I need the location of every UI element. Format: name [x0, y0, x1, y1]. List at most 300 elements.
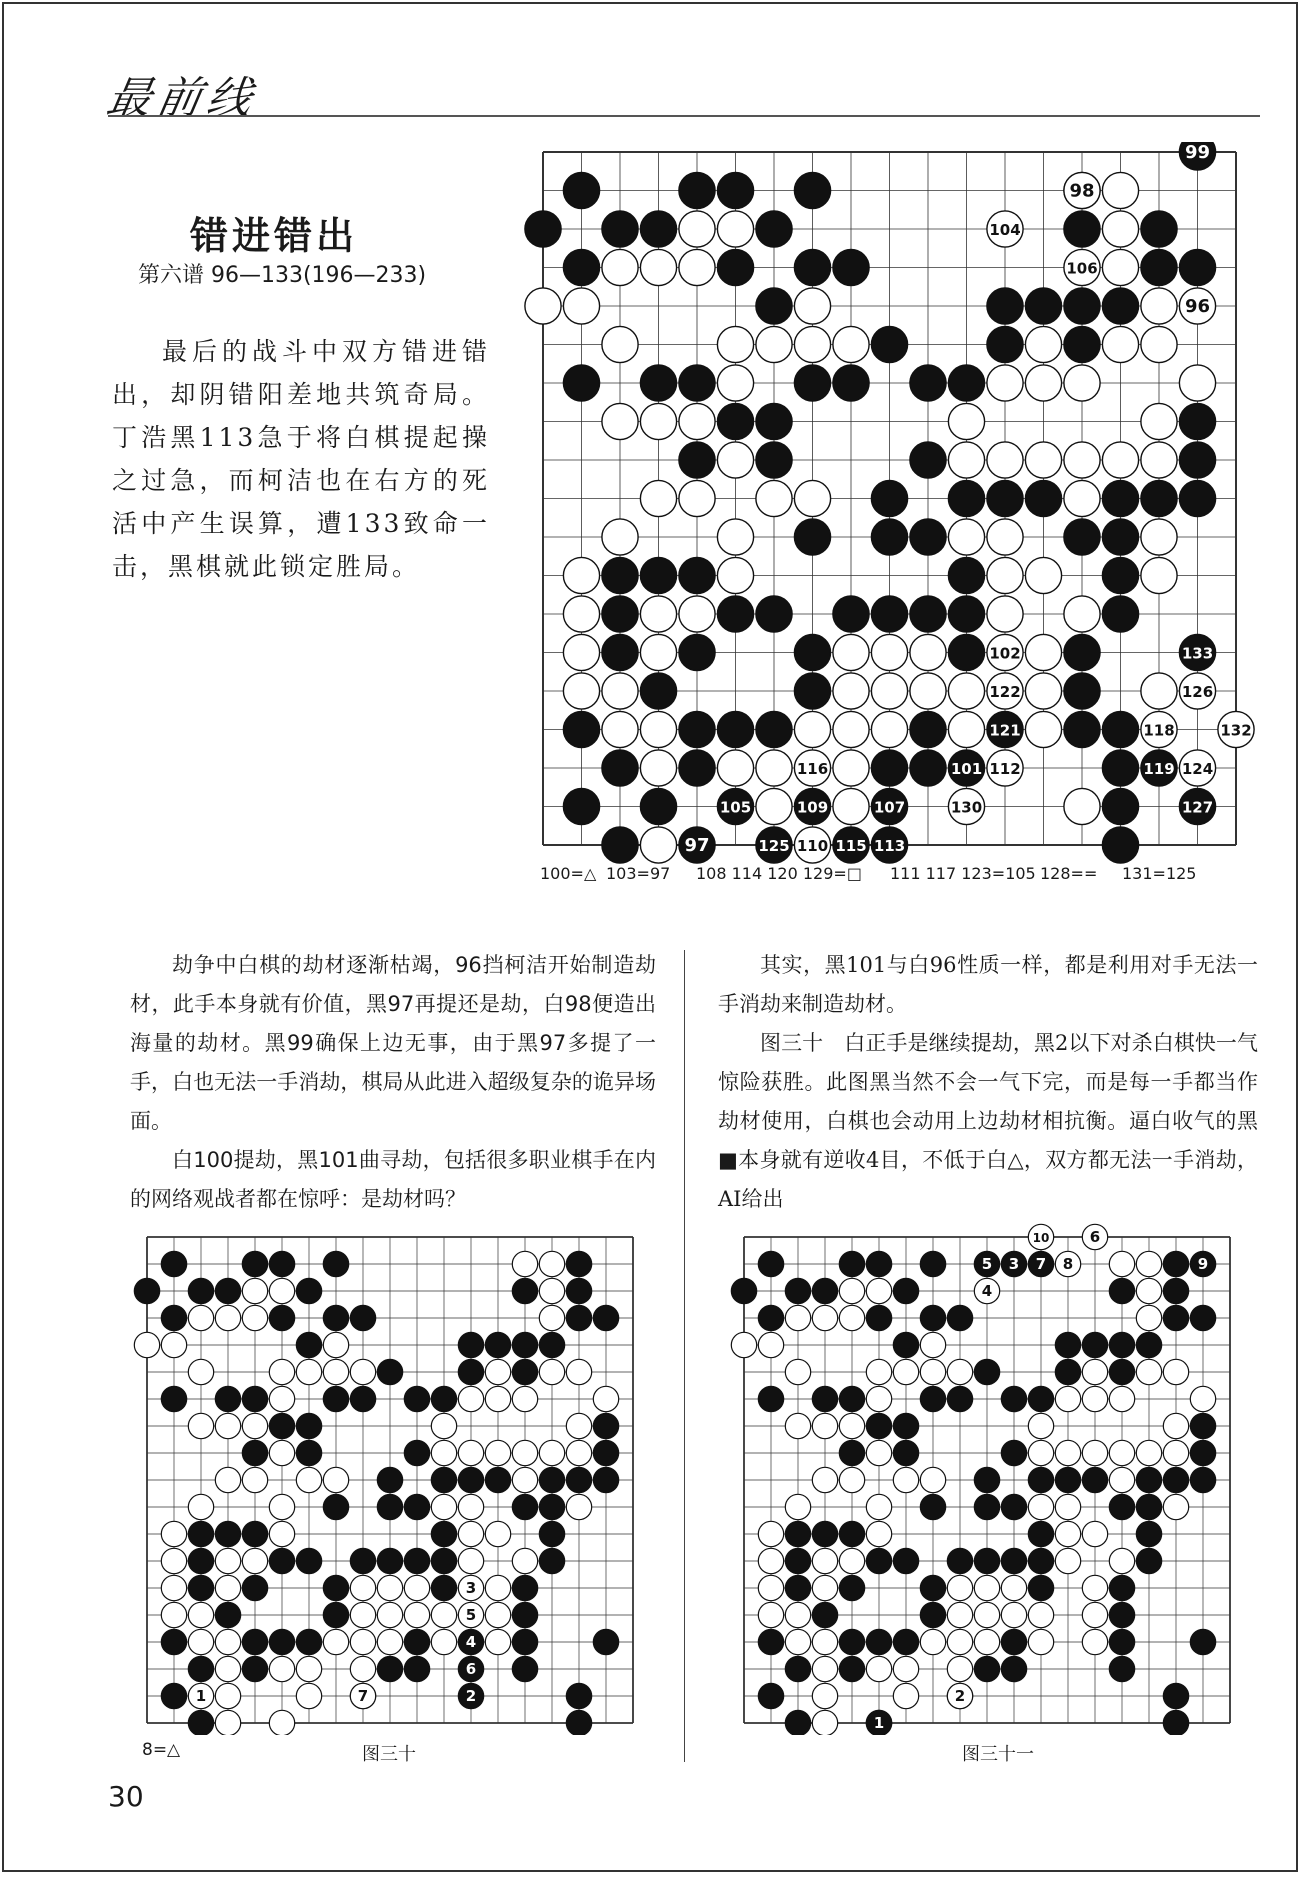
black-stone [602, 596, 638, 632]
white-stone [717, 442, 753, 478]
move-number: 3 [1008, 1255, 1020, 1273]
black-stone [1082, 1332, 1107, 1357]
black-stone [296, 1413, 321, 1438]
white-stone [485, 1440, 510, 1465]
white-stone [1064, 596, 1100, 632]
white-stone [1082, 1359, 1107, 1384]
white-stone [717, 519, 753, 555]
white-stone [1025, 673, 1061, 709]
white-stone [539, 1251, 564, 1276]
black-stone [296, 1278, 321, 1303]
black-stone [1109, 1575, 1134, 1600]
black-stone [323, 1386, 348, 1411]
black-stone [323, 1251, 348, 1276]
white-stone [566, 1413, 591, 1438]
white-stone [350, 1602, 375, 1627]
black-stone [1141, 480, 1177, 516]
white-stone [377, 1602, 402, 1627]
white-stone [974, 1575, 999, 1600]
move-number: 101 [950, 760, 983, 778]
white-stone [1055, 1440, 1080, 1465]
black-stone [1082, 1467, 1107, 1492]
white-stone [269, 1386, 294, 1411]
white-stone [1109, 1251, 1134, 1276]
black-stone [679, 172, 715, 208]
white-stone [987, 596, 1023, 632]
black-stone [242, 1629, 267, 1654]
black-stone [974, 1656, 999, 1681]
black-stone [602, 634, 638, 670]
black-stone [833, 365, 869, 401]
black-stone [602, 211, 638, 247]
white-stone [1082, 1629, 1107, 1654]
white-stone [323, 1359, 348, 1384]
figure31-board [722, 1215, 1242, 1735]
white-stone [1028, 1413, 1053, 1438]
black-stone [1028, 1467, 1053, 1492]
black-stone [910, 711, 946, 747]
white-stone [812, 1467, 837, 1492]
black-stone [1163, 1251, 1188, 1276]
black-stone [1109, 1602, 1134, 1627]
move-number: 97 [684, 835, 710, 856]
white-stone [948, 673, 984, 709]
white-stone [833, 326, 869, 362]
black-stone [839, 1521, 864, 1546]
black-stone [1102, 750, 1138, 786]
black-stone [1179, 480, 1215, 516]
black-stone [717, 249, 753, 285]
white-stone [871, 634, 907, 670]
black-stone [1001, 1656, 1026, 1681]
black-stone [758, 1305, 783, 1330]
black-stone [910, 519, 946, 555]
white-stone [215, 1683, 240, 1708]
black-stone [242, 1386, 267, 1411]
move-number: 1 [873, 1714, 885, 1732]
white-stone [866, 1386, 891, 1411]
black-stone [188, 1575, 213, 1600]
black-stone [794, 634, 830, 670]
black-stone [910, 442, 946, 478]
black-stone [512, 1494, 537, 1519]
black-stone [785, 1548, 810, 1573]
black-stone [920, 1494, 945, 1519]
black-stone [188, 1548, 213, 1573]
white-stone [296, 1683, 321, 1708]
black-stone [296, 1332, 321, 1357]
black-stone [458, 1359, 483, 1384]
white-stone [296, 1656, 321, 1681]
black-stone [785, 1278, 810, 1303]
black-stone [1102, 711, 1138, 747]
white-stone [1064, 442, 1100, 478]
black-stone [871, 326, 907, 362]
black-stone [974, 1494, 999, 1519]
black-stone [794, 673, 830, 709]
main-board-stones [525, 172, 1216, 863]
black-stone [566, 1278, 591, 1303]
move-number: 8 [1062, 1255, 1074, 1273]
white-stone [215, 1548, 240, 1573]
white-stone [640, 750, 676, 786]
figure30-board [125, 1215, 645, 1735]
white-stone [1025, 442, 1061, 478]
white-stone [1028, 1602, 1053, 1627]
white-stone [987, 557, 1023, 593]
black-stone [1163, 1683, 1188, 1708]
white-stone [323, 1467, 348, 1492]
white-stone [1082, 1602, 1107, 1627]
black-stone [893, 1629, 918, 1654]
black-stone [866, 1305, 891, 1330]
white-stone [485, 1575, 510, 1600]
white-stone [485, 1521, 510, 1546]
black-stone [512, 1278, 537, 1303]
white-stone [987, 442, 1023, 478]
black-stone [974, 1359, 999, 1384]
black-stone [794, 172, 830, 208]
white-stone [812, 1305, 837, 1330]
black-stone [563, 365, 599, 401]
white-stone [948, 519, 984, 555]
black-stone [920, 1251, 945, 1276]
black-stone [404, 1494, 429, 1519]
move-number: 4 [981, 1282, 993, 1300]
white-stone [242, 1305, 267, 1330]
white-stone [1055, 1521, 1080, 1546]
white-stone [431, 1413, 456, 1438]
black-stone [717, 172, 753, 208]
black-stone [161, 1629, 186, 1654]
black-stone [893, 1413, 918, 1438]
black-stone [839, 1575, 864, 1600]
white-stone [525, 288, 561, 324]
white-stone [756, 326, 792, 362]
intro-paragraph: 最后的战斗中双方错进错出，却阴错阳差地共筑奇局。丁浩黑113急于将白棋提起操之过急，而柯洁也在右方的死活中产生误算，遭133致命一击，黑棋就此锁定胜局。 [112, 337, 490, 581]
white-stone [431, 1629, 456, 1654]
move-number: 126 [1181, 683, 1214, 701]
white-stone [785, 1629, 810, 1654]
black-stone [1190, 1467, 1215, 1492]
white-stone [404, 1575, 429, 1600]
black-stone [602, 827, 638, 863]
black-stone [839, 1386, 864, 1411]
black-stone [431, 1548, 456, 1573]
move-number: 107 [873, 798, 906, 817]
white-stone [242, 1413, 267, 1438]
white-stone [839, 1305, 864, 1330]
black-stone [758, 1386, 783, 1411]
white-stone [785, 1494, 810, 1519]
black-stone [871, 519, 907, 555]
white-stone [974, 1629, 999, 1654]
move-number: 99 [1184, 142, 1211, 163]
black-stone [1028, 1521, 1053, 1546]
white-stone [563, 673, 599, 709]
black-stone [640, 673, 676, 709]
black-stone [920, 1386, 945, 1411]
white-stone [539, 1305, 564, 1330]
white-stone [431, 1494, 456, 1519]
black-stone [640, 788, 676, 824]
move-number: 130 [950, 798, 983, 817]
white-stone [679, 596, 715, 632]
move-number: 7 [1035, 1255, 1047, 1273]
black-stone [1028, 1575, 1053, 1600]
white-stone [756, 750, 792, 786]
white-stone [794, 480, 830, 516]
black-stone [947, 1548, 972, 1573]
white-stone [758, 1575, 783, 1600]
black-stone [947, 1305, 972, 1330]
white-stone [812, 1575, 837, 1600]
white-stone [1141, 673, 1177, 709]
white-stone [910, 673, 946, 709]
black-stone [1136, 1548, 1161, 1573]
white-stone [758, 1548, 783, 1573]
white-stone [947, 1656, 972, 1681]
white-stone [1141, 326, 1177, 362]
white-stone [215, 1575, 240, 1600]
white-stone [539, 1359, 564, 1384]
black-stone [188, 1521, 213, 1546]
figure31-caption: 图三十一 [962, 1744, 1034, 1765]
white-stone [1109, 1548, 1134, 1573]
black-stone [948, 634, 984, 670]
white-stone [512, 1251, 537, 1276]
black-stone [242, 1521, 267, 1546]
black-stone [839, 1629, 864, 1654]
black-stone [1102, 596, 1138, 632]
white-stone [1102, 442, 1138, 478]
white-stone [1082, 1386, 1107, 1411]
white-stone [758, 1332, 783, 1357]
white-stone [679, 249, 715, 285]
move-number: 124 [1181, 760, 1214, 778]
white-stone [593, 1386, 618, 1411]
white-stone [1028, 1494, 1053, 1519]
white-stone [866, 1656, 891, 1681]
black-stone [1163, 1305, 1188, 1330]
black-stone [431, 1521, 456, 1546]
move-number: 112 [989, 760, 1021, 778]
black-stone [404, 1386, 429, 1411]
body-right-paragraph-2: 图三十 白正手是继续提劫，黑2以下对杀白棋快一气惊险获胜。此图黑当然不会一气下完，而是每一手都当作劫材使用，白棋也会动用上边劫材相抗衡。逼白收气的黑■本身就有逆收4目，不低于白△，双方都无法一手消劫，AI给出 [718, 1031, 1258, 1211]
black-stone [974, 1467, 999, 1492]
move-number: 5 [981, 1255, 993, 1273]
black-stone [756, 711, 792, 747]
black-stone [1055, 1359, 1080, 1384]
body-left-paragraph-1: 劫争中白棋的劫材逐渐枯竭，96挡柯洁开始制造劫材，此手本身就有价值，黑97再提还是劫，白98便造出海量的劫材。黑99确保上边无事，由于黑97多提了一手，白也无法一手消劫，棋局从此进入超级复杂的诡异场面。 [130, 953, 656, 1133]
black-stone [1136, 1521, 1161, 1546]
move-number: 2 [465, 1687, 477, 1705]
black-stone [512, 1575, 537, 1600]
black-stone [948, 557, 984, 593]
white-stone [812, 1656, 837, 1681]
white-stone [1001, 1602, 1026, 1627]
black-stone [717, 596, 753, 632]
white-stone [215, 1710, 240, 1735]
move-number: 125 [758, 837, 790, 855]
black-stone [640, 365, 676, 401]
black-stone [539, 1494, 564, 1519]
white-stone [785, 1359, 810, 1384]
white-stone [866, 1278, 891, 1303]
white-stone [269, 1440, 294, 1465]
white-stone [893, 1467, 918, 1492]
black-stone [1055, 1332, 1080, 1357]
white-stone [485, 1386, 510, 1411]
black-stone [948, 365, 984, 401]
black-stone [785, 1521, 810, 1546]
white-stone [1082, 1440, 1107, 1465]
white-stone [1190, 1386, 1215, 1411]
move-number: 1 [195, 1687, 207, 1705]
move-number: 9 [1197, 1255, 1209, 1273]
white-stone [833, 788, 869, 824]
move-number: 104 [989, 221, 1021, 239]
white-stone [161, 1332, 186, 1357]
black-stone [563, 788, 599, 824]
black-stone [785, 1656, 810, 1681]
black-stone [431, 1467, 456, 1492]
white-stone [1141, 403, 1177, 439]
black-stone [512, 1359, 537, 1384]
white-stone [566, 1440, 591, 1465]
white-stone [717, 211, 753, 247]
white-stone [215, 1305, 240, 1330]
move-number: 7 [357, 1687, 369, 1705]
black-stone [679, 557, 715, 593]
black-stone [1163, 1278, 1188, 1303]
white-stone [756, 480, 792, 516]
black-stone [485, 1332, 510, 1357]
black-stone [758, 1251, 783, 1276]
white-stone [866, 1359, 891, 1384]
white-stone [893, 1683, 918, 1708]
black-stone [679, 365, 715, 401]
white-stone [1136, 1305, 1161, 1330]
white-stone [161, 1602, 186, 1627]
white-stone [947, 1359, 972, 1384]
move-number: 98 [1069, 180, 1095, 202]
white-stone [812, 1629, 837, 1654]
black-stone [269, 1629, 294, 1654]
page-number: 30 [108, 1780, 144, 1813]
white-stone [1163, 1494, 1188, 1519]
move-number: 132 [1220, 721, 1252, 740]
black-stone [756, 211, 792, 247]
white-stone [1001, 1575, 1026, 1600]
white-stone [563, 557, 599, 593]
white-stone [920, 1629, 945, 1654]
black-stone [1136, 1332, 1161, 1357]
white-stone [563, 634, 599, 670]
black-stone [731, 1278, 756, 1303]
equivalence-note: 100=△ [540, 864, 597, 883]
black-stone [785, 1710, 810, 1735]
black-stone [893, 1332, 918, 1357]
black-stone [1190, 1305, 1215, 1330]
article-subtitle: 第六谱 96—133(196—233) [138, 263, 427, 288]
white-stone [431, 1440, 456, 1465]
black-stone [485, 1467, 510, 1492]
white-stone [215, 1467, 240, 1492]
black-stone [812, 1278, 837, 1303]
white-stone [350, 1629, 375, 1654]
black-stone [987, 288, 1023, 324]
white-stone [640, 711, 676, 747]
black-stone [1001, 1494, 1026, 1519]
white-stone [640, 480, 676, 516]
black-stone [1102, 788, 1138, 824]
white-stone [758, 1521, 783, 1546]
white-stone [566, 1359, 591, 1384]
white-stone [839, 1467, 864, 1492]
black-stone [593, 1305, 618, 1330]
white-stone [161, 1548, 186, 1573]
white-stone [1141, 288, 1177, 324]
black-stone [350, 1386, 375, 1411]
white-stone [839, 1413, 864, 1438]
white-stone [602, 249, 638, 285]
white-stone [640, 827, 676, 863]
black-stone [242, 1440, 267, 1465]
black-stone [215, 1602, 240, 1627]
white-stone [947, 1575, 972, 1600]
black-stone [756, 288, 792, 324]
black-stone [1025, 288, 1061, 324]
white-stone [871, 711, 907, 747]
black-stone [812, 1386, 837, 1411]
white-stone [893, 1359, 918, 1384]
black-stone [602, 557, 638, 593]
white-stone [717, 750, 753, 786]
white-stone [640, 634, 676, 670]
move-number: 133 [1181, 644, 1214, 663]
white-stone [134, 1332, 159, 1357]
move-number: 96 [1184, 296, 1211, 317]
white-stone [188, 1413, 213, 1438]
black-stone [839, 1656, 864, 1681]
black-stone [756, 442, 792, 478]
move-number: 106 [1066, 259, 1098, 278]
black-stone [404, 1440, 429, 1465]
white-stone [296, 1359, 321, 1384]
black-stone [812, 1521, 837, 1546]
black-stone [1028, 1386, 1053, 1411]
black-stone [839, 1440, 864, 1465]
white-stone [1025, 365, 1061, 401]
white-stone [812, 1683, 837, 1708]
white-stone [458, 1440, 483, 1465]
black-stone [242, 1251, 267, 1276]
black-stone [431, 1575, 456, 1600]
black-stone [566, 1683, 591, 1708]
black-stone [920, 1575, 945, 1600]
white-stone [539, 1440, 564, 1465]
white-stone [539, 1278, 564, 1303]
white-stone [987, 519, 1023, 555]
black-stone [758, 1629, 783, 1654]
black-stone [350, 1305, 375, 1330]
black-stone [871, 750, 907, 786]
white-stone [640, 596, 676, 632]
white-stone [269, 1359, 294, 1384]
move-number: 109 [796, 798, 829, 817]
black-stone [948, 596, 984, 632]
